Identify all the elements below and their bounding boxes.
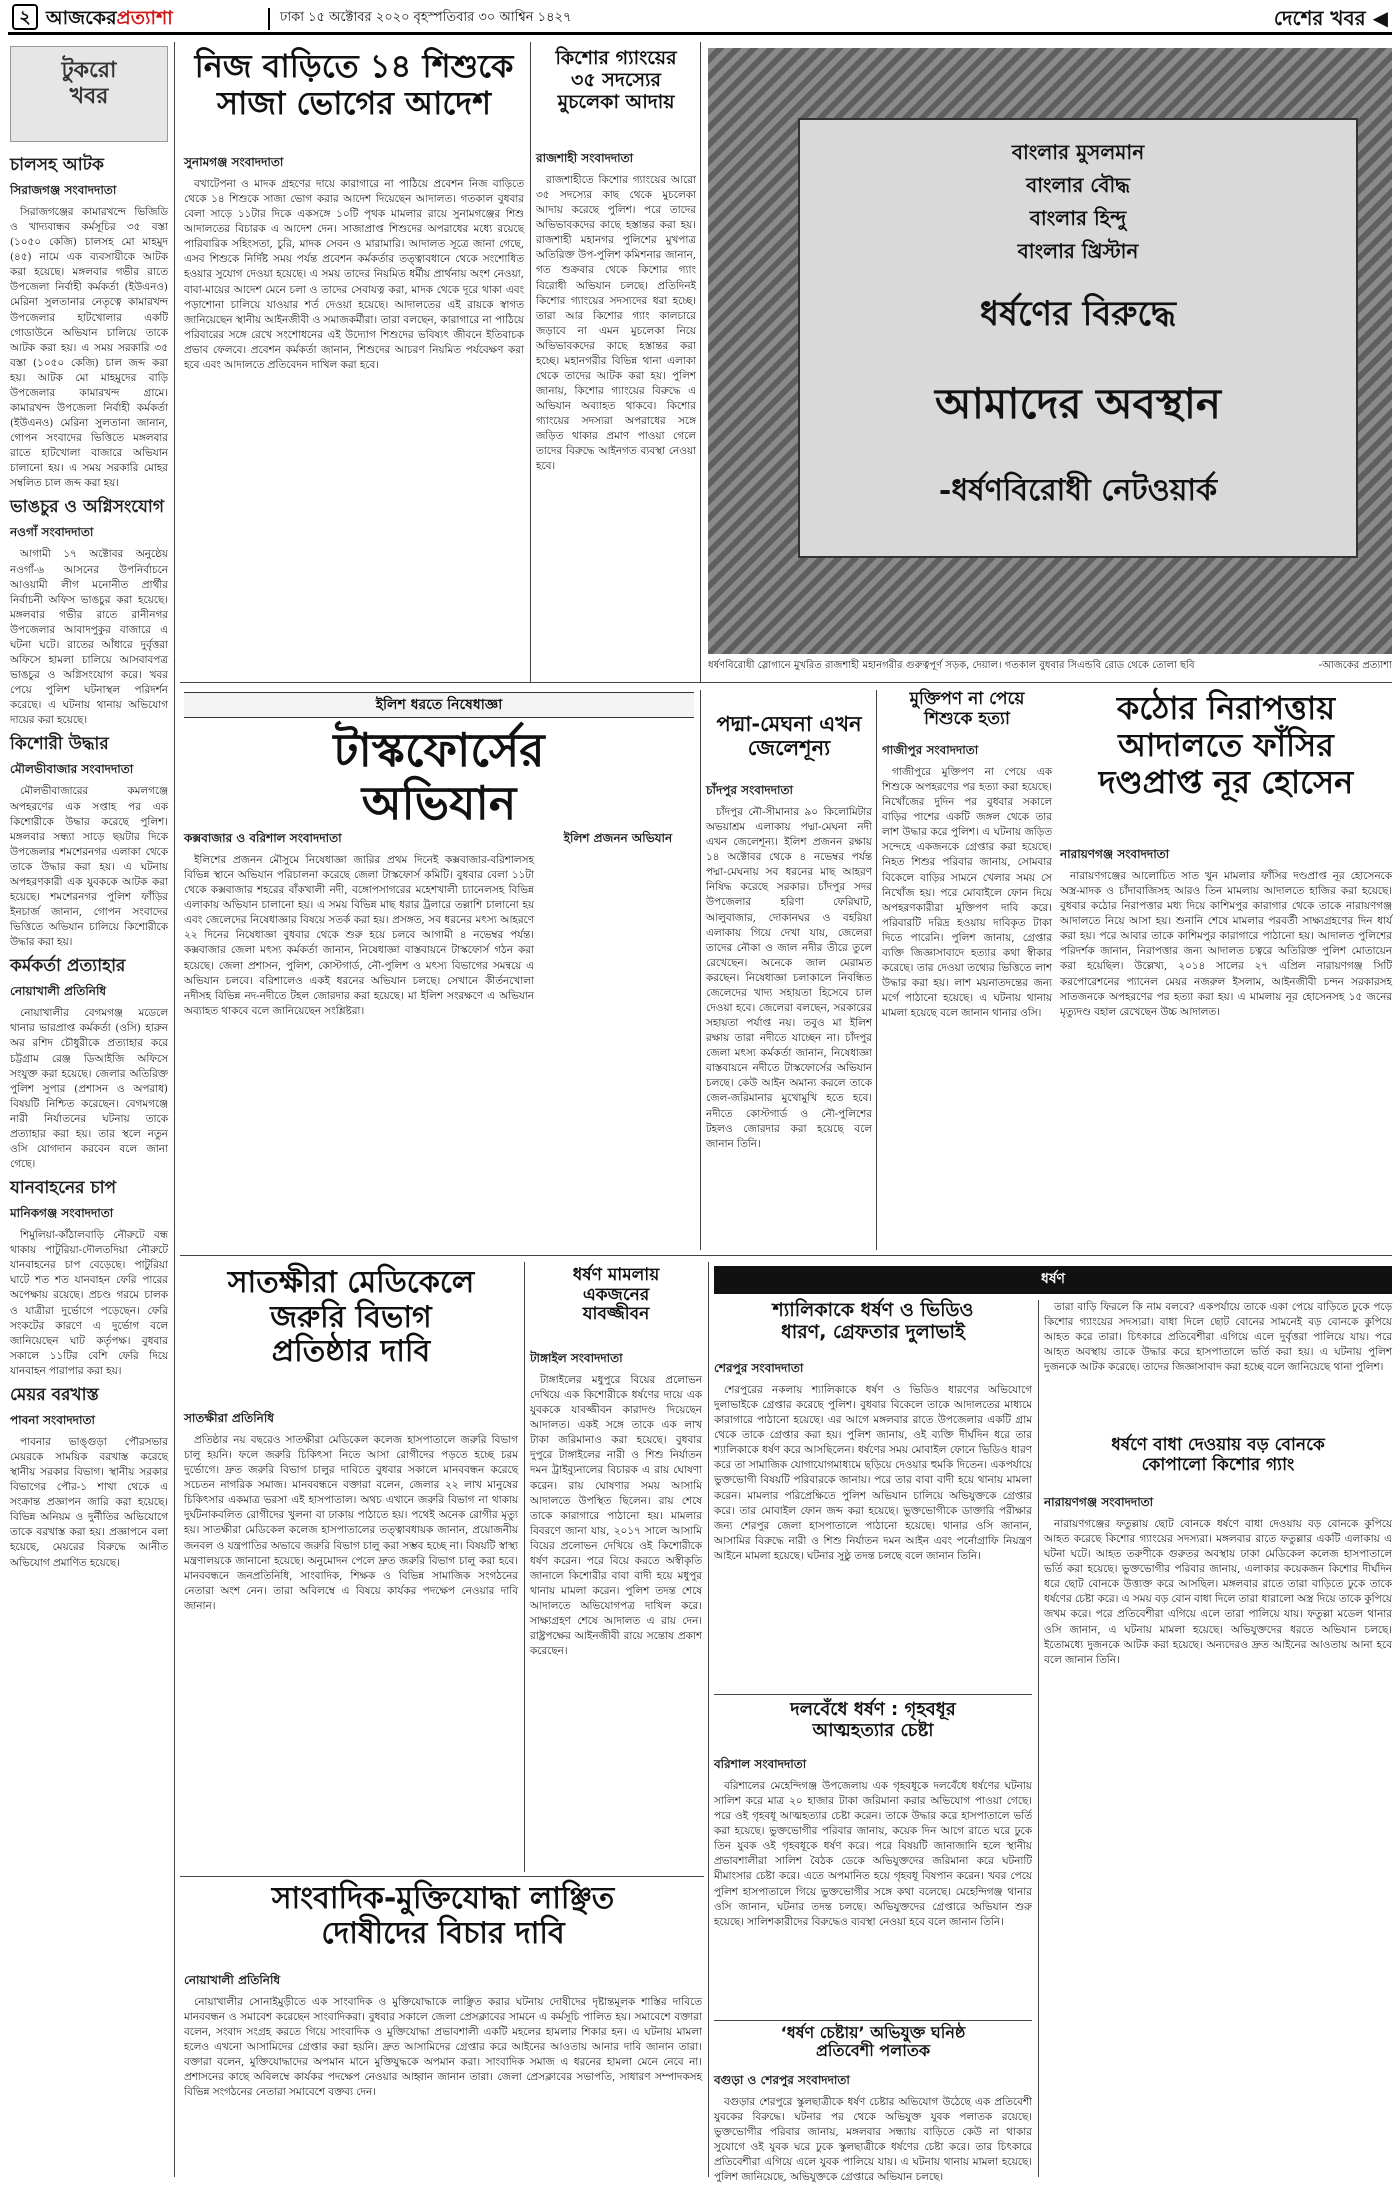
headline-line: সাংবাদিক-মুক্তিযোদ্ধা লাঞ্ছিত [271,1881,615,1916]
byline: সাতক্ষীরা প্রতিনিধি [184,1411,274,1425]
headline-line: শ্যালিকাকে ধর্ষণ ও ভিডিও [772,1299,974,1321]
headline-line: ‘ধর্ষণ চেষ্টায়’ অভিযুক্ত ঘনিষ্ঠ [780,2023,966,2042]
headline-satkhira-medical [184,1266,518,1406]
headline-line: টাস্কফোর্সের [333,723,545,777]
brief-item [10,731,168,950]
brief-byline: মৌলভীবাজার সংবাদদাতা [10,762,134,777]
brief-title: কর্মকর্তা প্রত্যাহার [10,956,126,977]
headline-line: পদ্মা-মেঘনা এখন [716,712,862,736]
brief-byline: নোয়াখালী প্রতিনিধি [10,984,107,999]
article-life-sentence [530,1350,702,1870]
byline: রাজশাহী সংবাদদাতা [536,151,634,165]
row-rule [180,1876,704,1877]
headline-line: সাজা ভোগের আদেশ [216,83,492,122]
brief-body: শিমুলিয়া-কাঁঠালবাড়ি নৌরুটে বন্ধ থাকায় পাটুরিয়া-দৌলতদিয়া নৌরুটে যানবাহনের চাপ বেড়েছে। পাটুরিয়া ঘাটে শত শত যানবাহন ফেরি পারের অপেক্ষায় রয়েছে। প্রচণ্ড গরমে চালক ও যাত্রীরা দুর্ভোগে পড়েছেন। ফেরি সংকটের কারণে এ দুর্ভোগ বলে জানিয়েছেন ঘাট কর্তৃপক্ষ। বুধবার সকালে ১১টির বেশি ফেরি দিয়ে যানবাহন পারাপার করা হয়। [10,1229,168,1377]
headline-line: মুক্তিপণ না পেয়ে [909,689,1025,709]
headline-line: ৩৫ সদস্যের [571,68,661,91]
sidebar-logo-line-1: টুকরো [61,57,117,83]
article-body: গাজীপুরে মুক্তিপণ না পেয়ে এক শিশুকে অপহরণের পর হত্যা করা হয়েছে। নিখোঁজের দুদিন পর বুধবার সকালে বাড়ির পাশের একটি জঙ্গল থেকে তার লাশ উদ্ধার করে পুলিশ। এ ঘটনায় জড়িত সন্দেহে একজনকে গ্রেপ্তার করা হয়েছে। নিহত শিশুর পরিবার জানায়, সোমবার বিকেলে বাড়ির সামনে খেলার সময় সে নিখোঁজ হয়। পরে মোবাইলে ফোন দিয়ে অপহরণকারীরা মুক্তিপণ দাবি করে। পরিবারটি দরিদ্র হওয়ায় দাবিকৃত টাকা দিতে পারেনি। পুলিশ জানায়, গ্রেপ্তার ব্যক্তি জিজ্ঞাসাবাদে হত্যার কথা স্বীকার করেছে। তার দেওয়া তথ্যের ভিত্তিতে লাশ উদ্ধার করা হয়। লাশ ময়নাতদন্তের জন্য মর্গে পাঠানো হয়েছে। এ ঘটনায় থানায় মামলা হয়েছে বলে জানান থানার ওসি। [882,766,1052,1020]
column-rule [876,690,877,1250]
byline: বগুড়া ও শেরপুর সংবাদদাতা [714,2073,850,2087]
headline-noor-hossain [1060,690,1392,840]
brief-body: আগামী ১৭ অক্টোবর অনুষ্ঠেয় নওগাঁ-৬ আসনের উপনির্বাচনে আওয়ামী লীগ মনোনীত প্রার্থীর নির্বাচনী অফিস ভাঙচুর করা হয়েছে। মঙ্গলবার গভীর রাতে রানীনগর উপজেলার আবাদপুকুর বাজারে এ ঘটনা ঘটে। রাতের আঁধারে দুর্বৃত্তরা অফিসে হামলা চালিয়ে আসবাবপত্র ভাঙচুর ও অগ্নিসংযোগ করে। খবর পেয়ে পুলিশ ঘটনাস্থল পরিদর্শন করেছে। এ ঘটনায় থানায় অভিযোগ দায়ের করা হয়েছে। [10,548,168,727]
byline: নারায়ণগঞ্জ সংবাদদাতা [1060,847,1170,861]
article-body: প্রতিষ্ঠার নয় বছরেও সাতক্ষীরা মেডিকেল কলেজ হাসপাতালে জরুরি বিভাগ চালু হয়নি। ফলে জরুরি চিকিৎসা নিতে আসা রোগীদের পড়তে হচ্ছে চরম দুর্ভোগে। দ্রুত জরুরি বিভাগ চালুর দাবিতে বুধবার সকালে মানববন্ধন করেছে সচেতন নাগরিক সমাজ। মানববন্ধনে বক্তারা বলেন, জেলার ২২ লাখ মানুষের চিকিৎসার একমাত্র ভরসা এই হাসপাতাল। অথচ এখানে জরুরি বিভাগ না থাকায় দুর্ঘটনাকবলিত রোগীদের খুলনা বা ঢাকায় পাঠাতে হয়। পথেই অনেক রোগীর মৃত্যু হয়। সাতক্ষীরা মেডিকেল কলেজ হাসপাতালের তত্ত্বাবধায়ক জানান, প্রয়োজনীয় জনবল ও যন্ত্রপাতির অভাবে জরুরি বিভাগ চালু করা সম্ভব হচ্ছে না। বিষয়টি স্বাস্থ্য মন্ত্রণালয়কে জানানো হয়েছে। অনুমোদন পেলে দ্রুত জরুরি বিভাগ চালু করা হবে। মানববন্ধনে জনপ্রতিনিধি, সাংবাদিক, শিক্ষক ও বিভিন্ন সামাজিক সংগঠনের নেতারা অংশ নেন। তারা অবিলম্বে এ বিষয়ে কার্যকর পদক্ষেপ নেওয়ার দাবি জানান। [184,1434,518,1612]
sidebar-logo-line-2: খবর [69,83,109,110]
wall-text: বাংলার মুসলমান [1011,140,1145,164]
headline-taskforce [184,723,694,830]
section-label: দেশের খবর [1273,6,1366,30]
column-rule [700,690,701,1250]
headline-padma [706,712,872,776]
headline-journalist [184,1882,702,1968]
headline-line: আদালতে ফাঁসির [1118,725,1334,764]
article-satkhira-medical [184,1410,518,1870]
headline-line: ধর্ষণে বাধা দেওয়ায় বড় বোনকে [1111,1435,1325,1455]
masthead [46,4,261,30]
brief-title: যানবাহনের চাপ [10,1178,117,1199]
article-gang-rape [714,1756,1032,2016]
byline: সুনামগঞ্জ সংবাদদাতা [184,155,284,169]
headline-line: একজনের [582,1284,650,1305]
brief-item [10,953,168,1172]
byline: কক্সবাজার ও বরিশাল সংবাদদাতা [184,831,342,845]
news-photo [708,48,1392,654]
headline-neighbour-absconding [714,2024,1032,2070]
headline-home-sentence [184,48,524,148]
headline-line: অভিযান [361,775,517,830]
headline-line: কঠোর নিরাপত্তায় [1116,689,1336,727]
headline-line: কোপালো কিশোর গ্যাং [1141,1454,1295,1475]
brief-title: চালসহ আটক [10,155,104,175]
brief-body: নোয়াখালীর বেগমগঞ্জ মডেলে থানার ভারপ্রাপ্ত কর্মকর্তা (ওসি) হারুন অর রশিদ চৌধুরীকে প্রত্যাহার করে চট্টগ্রাম রেঞ্জ ডিআইজি অফিসে সংযুক্ত করা হয়েছে। জেলার অতিরিক্ত পুলিশ সুপার (প্রশাসন ও অপরাধ) বিষয়টি নিশ্চিত করেছেন। বেগমগঞ্জে নারী নির্যাতনের ঘটনায় তাকে প্রত্যাহার করা হয়। তার স্থলে নতুন ওসি যোগদান করবেন বলে জানা গেছে। [10,1007,168,1171]
column-rule [700,42,701,682]
headline-line: ধারণ, গ্রেফতার দুলাভাই [781,1320,965,1343]
section-arrow-icon: ◀ [1372,6,1388,30]
article-padma [706,782,872,1250]
article-taskforce [184,830,534,1250]
article-gang [536,150,696,680]
brief-body: সিরাজগঞ্জের কামারখন্দে ভিজিডি ও খাদ্যবান্ধব কর্মসূচির ৩৫ বস্তা (১০৫০ কেজি) চালসহ মো মাহমুদ (৪৫) নামে এক ব্যবসায়ীকে আটক করা হয়েছে। মঙ্গলবার গভীর রাতে উপজেলা নির্বাহী কর্মকর্তা (ইউএনও) মেরিনা সুলতানার নেতৃত্বে কামারখন্দ উপজেলার হাটখোলার একটি গোডাউনে অভিযান চালিয়ে তাকে আটক করা হয়। এ সময় সরকারি ৩৫ বস্তা (১০৫০ কেজি) চাল জব্দ করা হয়। আটক মো মাহমুদের বাড়ি উপজেলার কামারখন্দ গ্রামে। কামারখন্দ উপজেলা নির্বাহী কর্মকর্তা (ইউএনও) মেরিনা সুলতানা জানান, গোপন সংবাদের ভিত্তিতে মঙ্গলবার রাতে হাটখোলা বাজারে অভিযান চালানো হয়। এ সময় সরকারি মোহর সম্বলিত চাল জব্দ করা হয়। [10,206,168,490]
headline-ransom [882,690,1052,738]
byline: টাঙ্গাইল সংবাদদাতা [530,1351,623,1365]
masthead-word-1: আজকের [46,7,117,29]
dateline: ঢাকা ১৫ অক্টোবর ২০২০ বৃহস্পতিবার ৩০ আশ্বিন ১৪২৭ [268,8,788,30]
subhead: ইলিশ প্রজনন অভিযান [563,831,673,845]
byline: নারায়ণগঞ্জ সংবাদদাতা [1044,1495,1154,1509]
wall-text: আমাদের অবস্থান [935,379,1221,428]
byline: বরিশাল সংবাদদাতা [714,1757,807,1771]
headline-gang [536,48,696,144]
sidebar [10,150,168,2175]
photo-credit: -আজকের প্রত্যাশা [1318,660,1392,671]
headline-gang-rape [714,1700,1032,1752]
headline-line: জেলেশূন্য [747,736,831,761]
article-body: বরিশালের মেহেন্দিগঞ্জ উপজেলায় এক গৃহবধূকে দলবেঁধে ধর্ষণের ঘটনায় সালিশ করে মাত্র ২০ হাজার টাকা জরিমানা করার অভিযোগ পাওয়া গেছে। পরে ওই গৃহবধূ আত্মহত্যার চেষ্টা করেন। তাকে উদ্ধার করে হাসপাতালে ভর্তি করা হয়েছে। ভুক্তভোগীর পরিবার জানায়, কয়েক দিন আগে রাতে ঘরে ঢুকে তিন যুবক ওই গৃহবধূকে ধর্ষণ করে। পরে বিষয়টি জানাজানি হলে স্থানীয় প্রভাবশালীরা সালিশ বৈঠক ডেকে অভিযুক্তদের জরিমানা করে ঘটনাটি মীমাংসার চেষ্টা করে। এতে অপমানিত হয়ে গৃহবধূ বিষপান করেন। খবর পেয়ে পুলিশ হাসপাতালে গিয়ে ভুক্তভোগীর সঙ্গে কথা বলেছে। মেহেন্দিগঞ্জ থানার ওসি জানান, ঘটনার তদন্ত চলছে। অভিযুক্তদের গ্রেপ্তারে অভিযান শুরু হয়েছে। সালিশকারীদের বিরুদ্ধেও ব্যবস্থা নেওয়া হবে বলে জানান তিনি। [714,1780,1032,1928]
column-rule [1038,1300,1039,2177]
headline-line: আত্মহত্যার চেষ্টা [812,1719,934,1741]
section-tag-hilsha: ইলিশ ধরতে নিষেধাজ্ঞা [184,692,694,718]
article-body: বগুড়ার শেরপুরে স্কুলছাত্রীকে ধর্ষণ চেষ্টার অভিযোগ উঠেছে এক প্রতিবেশী যুবকের বিরুদ্ধে। ঘটনার পর থেকে অভিযুক্ত যুবক পলাতক রয়েছে। ভুক্তভোগীর পরিবার জানায়, মঙ্গলবার সন্ধ্যায় বাড়িতে কেউ না থাকার সুযোগে ওই যুবক ঘরে ঢুকে স্কুলছাত্রীকে ধর্ষণের চেষ্টা করে। তার চিৎকারে প্রতিবেশীরা এগিয়ে এলে যুবক পালিয়ে যায়। এ ঘটনায় থানায় মামলা হয়েছে। পুলিশ জানিয়েছে, অভিযুক্তকে গ্রেপ্তারে অভিযান চলছে। [714,2096,1032,2184]
brief-item [10,494,168,728]
wall-text: বাংলার বৌদ্ধ [1026,173,1130,197]
brief-byline: মানিকগঞ্জ সংবাদদাতা [10,1206,114,1221]
article-body: নারায়ণগঞ্জের আলোচিত সাত খুন মামলার ফাঁসির দণ্ডপ্রাপ্ত নূর হোসেনকে অস্ত্র-মাদক ও চাঁদাবাজিসহ আরও তিন মামলায় আদালতে হাজির করা হয়েছে। বুধবার কঠোর নিরাপত্তার মধ্য দিয়ে কাশিমপুর কারাগার থেকে তাকে নারায়ণগঞ্জ আদালতে নিয়ে আসা হয়। শুনানি শেষে মামলার পরবর্তী সাক্ষ্যগ্রহণের দিন ধার্য করা হয়। পরে আবার তাকে কাশিমপুর কারাগারে পাঠানো হয়। আদালত পুলিশের পরিদর্শক জানান, নিরাপত্তার জন্য আদালত চত্বরে অতিরিক্ত পুলিশ মোতায়েন করা হয়েছিল। উল্লেখ্য, ২০১৪ সালের ২৭ এপ্রিল নারায়ণগঞ্জ সিটি করপোরেশনের প্যানেল মেয়র নজরুল ইসলাম, আইনজীবী চন্দন সরকারসহ সাতজনকে অপহরণের পর হত্যা করা হয়। এ মামলায় নূর হোসেনসহ ১৫ জনের মৃত্যুদণ্ড বহাল রেখেছেন উচ্চ আদালত। [1060,870,1392,1018]
page-number: ২ [12,4,38,30]
headline-line: যাবজ্জীবন [582,1304,650,1325]
brief-byline: পাবনা সংবাদদাতা [10,1412,95,1427]
headline-brother-in-law [714,1300,1032,1356]
article-body: টাঙ্গাইলের মধুপুরে বিয়ের প্রলোভন দেখিয়ে এক কিশোরীকে ধর্ষণের দায়ে এক যুবককে যাবজ্জীবন কারাদণ্ড দিয়েছেন আদালত। একই সঙ্গে তাকে এক লাখ টাকা জরিমানাও করা হয়েছে। বুধবার দুপুরে টাঙ্গাইলের নারী ও শিশু নির্যাতন দমন ট্রাইব্যুনালের বিচারক এ রায় ঘোষণা করেন। রায় ঘোষণার সময় আসামি আদালতে উপস্থিত ছিলেন। রায় শেষে তাকে কারাগারে পাঠানো হয়। মামলার বিবরণে জানা যায়, ২০১৭ সালে আসামি বিয়ের প্রলোভন দেখিয়ে ওই কিশোরীকে ধর্ষণ করেন। পরে বিয়ে করতে অস্বীকৃতি জানালে কিশোরীর বাবা বাদী হয়ে মধুপুর থানায় মামলা করেন। পুলিশ তদন্ত শেষে আদালতে অভিযোগপত্র দাখিল করে। সাক্ষ্যগ্রহণ শেষে আদালত এ রায় দেন। রাষ্ট্রপক্ষের আইনজীবী রায়ে সন্তোষ প্রকাশ করেছেন। [530,1374,702,1658]
article-noor-hossain [1060,846,1392,1250]
graffiti-wall [798,118,1358,558]
headline-sister-stabbed [1044,1436,1392,1490]
article-body: চাঁদপুর নৌ-সীমানার ৯০ কিলোমিটার অভয়াশ্রম এলাকায় পদ্মা-মেঘনা নদী এখন জেলেশূন্য। ইলিশ প্রজনন রক্ষায় ১৪ অক্টোবর থেকে ৪ নভেম্বর পর্যন্ত পদ্মা-মেঘনায় সব ধরনের মাছ আহরণ নিষিদ্ধ করেছে সরকার। চাঁদপুর সদর উপজেলার হরিণা ফেরিঘাট, আলুবাজার, দোকানঘর ও বহরিয়া এলাকায় গিয়ে দেখা যায়, জেলেরা তাদের নৌকা ও জাল নদীর তীরে তুলে রেখেছেন। অনেকে জাল মেরামত করছেন। নিষেধাজ্ঞা চলাকালে নিবন্ধিত জেলেদের খাদ্য সহায়তা হিসেবে চাল দেওয়া হবে। জেলেরা বলছেন, সরকারের সহায়তা পর্যাপ্ত নয়। তবুও মা ইলিশ রক্ষায় তারা নদীতে যাচ্ছেন না। চাঁদপুর জেলা মৎস্য কর্মকর্তা জানান, নিষেধাজ্ঞা বাস্তবায়নে নদীতে টাস্কফোর্সের অভিযান চলছে। কেউ আইন অমান্য করলে তাকে জেল-জরিমানার মুখোমুখি হতে হবে। নদীতে কোস্টগার্ড ও নৌ-পুলিশের টহলও জোরদার করা হয়েছে বলে জানান তিনি। [706,806,872,1150]
wall-text: বাংলার খ্রিস্টান [1017,239,1139,263]
column-rule [174,42,175,2177]
article-body: রাজশাহীতে কিশোর গ্যাংয়ের আরো ৩৫ সদস্যের কাছ থেকে মুচলেকা আদায় করেছে পুলিশ। পরে তাদের অভিভাবকদের কাছে হস্তান্তর করা হয়। রাজশাহী মহানগর পুলিশের মুখপাত্র অতিরিক্ত উপ-পুলিশ কমিশনার জানান, গত শুক্রবার থেকে কিশোর গ্যাং বিরোধী অভিযান চলছে। প্রতিদিনই কিশোর গ্যাংয়ের সদস্যদের ধরা হচ্ছে। তারা আর কিশোর গ্যাং কালচারে জড়াবে না এমন মুচলেকা নিয়ে অভিভাবকদের কাছে হস্তান্তর করা হচ্ছে। মহানগরীর বিভিন্ন থানা এলাকা থেকে তাদের আটক করা হয়। পুলিশ জানায়, কিশোর গ্যাংয়ের বিরুদ্ধে এ অভিযান অব্যাহত থাকবে। কিশোর গ্যাংয়ের সদস্যরা অপরাধের সঙ্গে জড়িত থাকার প্রমাণ পাওয়া গেলে তাদের বিরুদ্ধে আইনগত ব্যবস্থা নেওয়া হবে। [536,174,696,473]
brief-title: মেয়র বরখাস্ত [10,1384,99,1405]
brief-item [10,152,168,491]
column-rule [524,1262,525,1872]
wall-text: বাংলার হিন্দু [1029,206,1127,230]
article-body: নোয়াখালীর সোনাইমুড়ীতে এক সাংবাদিক ও মুক্তিযোদ্ধাকে লাঞ্ছিত করার ঘটনায় দোষীদের দৃষ্টান্তমূলক শাস্তির দাবিতে মানববন্ধন ও সমাবেশ করেছেন সাংবাদিকরা। বুধবার সকালে জেলা প্রেসক্লাবের সামনে এ কর্মসূচি পালিত হয়। সমাবেশে বক্তারা বলেন, সংবাদ সংগ্রহ করতে গিয়ে সাংবাদিক ও মুক্তিযোদ্ধা প্রভাবশালী একটি মহলের হামলার শিকার হন। এ ঘটনায় মামলা হলেও এখনো আসামিদের গ্রেপ্তার করা হয়নি। দ্রুত আসামিদের গ্রেপ্তার করে আইনের আওতায় আনার দাবি জানান তারা। বক্তারা বলেন, মুক্তিযোদ্ধাদের অপমান মানে মুক্তিযুদ্ধকে অপমান করা। সাংবাদিক সমাজ এ ধরনের হামলা মেনে নেবে না। প্রশাসনের কাছে অবিলম্বে কার্যকর পদক্ষেপ নেওয়ার আহ্বান জানান তারা। জেলা প্রেসক্লাবের সভাপতি, সাধারণ সম্পাদকসহ বিভিন্ন সংগঠনের নেতারা সমাবেশে বক্তব্য দেন। [184,1996,702,2099]
brief-title: কিশোরী উদ্ধার [10,734,109,755]
headline-line: প্রতিষ্ঠার দাবি [271,1334,431,1369]
column-rule [530,42,531,682]
article-body: ইলিশের প্রজনন মৌসুমে নিষেধাজ্ঞা জারির প্রথম দিনেই কক্সবাজার-বরিশালসহ বিভিন্ন স্থানে অভিযান পরিচালনা করেছে জেলা টাস্কফোর্স কমিটি। বুধবার বেলা ১১টা থেকে কক্সবাজার শহরের বাঁকখালী নদী, বঙ্গোপসাগরের মহেশখালী চ্যানেলসহ বিভিন্ন এলাকায় অভিযান চালানো হয়। এ সময় বিভিন্ন মাছ ধরার ট্রলারে তল্লাশি চালানো হয় এবং জেলেদের নিষেধাজ্ঞার বিষয়ে সতর্ক করা হয়। প্রসঙ্গত, সব ধরনের মৎস্য আহরণে ২২ দিনের নিষেধাজ্ঞা বুধবার থেকে শুরু হয়ে চলবে আগামী ৪ নভেম্বর পর্যন্ত। কক্সবাজার জেলা মৎস্য কর্মকর্তা জানান, নিষেধাজ্ঞা বাস্তবায়নে টাস্কফোর্স গঠন করা হয়েছে। জেলা প্রশাসন, পুলিশ, কোস্টগার্ড, নৌ-পুলিশ ও মৎস্য বিভাগের সমন্বয়ে এ অভিযান চলবে। বরিশালেও একই ধরনের অভিযান চলছে। সেখানে কীর্তনখোলা নদীসহ বিভিন্ন নদ-নদীতে টহল জোরদার করা হয়েছে। মা ইলিশ সংরক্ষণে এ অভিযান অব্যাহত থাকবে বলে জানিয়েছেন সংশ্লিষ্টরা। [184,854,534,1017]
article-body: তারা বাড়ি ফিরলে কি নাম বলবে? একপর্যায়ে তাকে একা পেয়ে বাড়িতে ঢুকে পড়ে কিশোর গ্যাংয়ের সদস্যরা। বাধা দিলে ছোট বোনের সামনেই বড় বোনকে কুপিয়ে আহত করে তারা। চিৎকারে প্রতিবেশীরা এগিয়ে এলে দুর্বৃত্তরা পালিয়ে যায়। পরে আহত অবস্থায় তাকে উদ্ধার করে হাসপাতালে ভর্তি করা হয়। এ ঘটনায় পুলিশ দুজনকে আটক করেছে। তাদের জিজ্ঞাসাবাদ করা হচ্ছে বলে জানিয়েছে থানা পুলিশ। [1044,1301,1392,1374]
headline-line: দোষীদের বিচার দাবি [321,1915,565,1951]
headline-line: প্রতিবেশী পলাতক [815,2041,931,2061]
byline: চাঁদপুর সংবাদদাতা [706,783,794,797]
brief-body: মৌলভীবাজারের কমলগঞ্জে অপহরণের এক সপ্তাহ পর এক কিশোরীকে উদ্ধার করেছে পুলিশ। মঙ্গলবার সন্ধ্যা সাড়ে ছয়টার দিকে উপজেলার শমশেরনগর এলাকা থেকে তাকে উদ্ধার করা হয়। এ ঘটনায় অপহরণকারী এক যুবককে আটক করা হয়েছে। শমশেরনগর পুলিশ ফাঁড়ির ইনচার্জ জানান, গোপন সংবাদের ভিত্তিতে অভিযান চালিয়ে কিশোরীকে উদ্ধার করা হয়। [10,785,168,949]
article-brother-in-law [714,1360,1032,1690]
article-home-sentence [184,154,524,680]
brief-byline: নওগাঁ সংবাদদাতা [10,525,94,540]
sidebar-logo [10,46,168,142]
section-bar-rape: ধর্ষণ [714,1266,1392,1294]
article-ransom [882,742,1052,1250]
headline-line: সাতক্ষীরা মেডিকেলে [227,1265,475,1300]
brief-item [10,1382,168,1571]
headline-line: নিজ বাড়িতে ১৪ শিশুকে [194,47,514,85]
article-journalist [184,1972,702,2176]
column-rule [708,1262,709,2177]
section-title [1218,4,1388,30]
brief-title: ভাঙচুর ও অগ্নিসংযোগ [10,497,164,518]
byline: নোয়াখালী প্রতিনিধি [184,1973,281,1987]
wall-text: -ধর্ষণবিরোধী নেটওয়ার্ক [938,473,1218,508]
article-sister-stabbed [1044,1494,1392,2174]
brief-body: পাবনার ভাঙ্গুড়া পৌরসভার মেয়রকে সাময়িক বরখাস্ত করেছে স্থানীয় সরকার বিভাগ। স্থানীয় সরকার বিভাগের পৌর-১ শাখা থেকে এ সংক্রান্ত প্রজ্ঞাপন জারি করা হয়েছে। বিভিন্ন অনিয়ম ও দুর্নীতির অভিযোগে তাকে বরখাস্ত করা হয়। প্রজ্ঞাপনে বলা হয়েছে, মেয়রের বিরুদ্ধে আনীত অভিযোগ প্রমাণিত হয়েছে। [10,1435,168,1569]
row-rule [180,1255,1392,1256]
headline-line: ধর্ষণ মামলায় [572,1265,660,1285]
headline-line: শিশুকে হত্যা [924,708,1010,729]
headline-line: দণ্ডপ্রাপ্ত নূর হোসেন [1098,762,1354,801]
brief-item [10,1175,168,1379]
brief-byline: সিরাজগঞ্জ সংবাদদাতা [10,183,117,197]
headline-line: মুচলেকা আদায় [557,90,675,113]
article-body: বখাটেপনা ও মাদক গ্রহণের দায়ে কারাগারে না পাঠিয়ে প্রবেশন নিজ বাড়িতে থেকে ১৪ শিশুকে সাজা ভোগ করার আদেশ দিয়েছেন আদালত। গতকাল বুধবার বেলা সাড়ে ১১টার দিকে একসঙ্গে ১০টি পৃথক মামলার রায়ে সুনামগঞ্জের শিশু আদালতের বিচারক এ আদেশ দেন। সাজাপ্রাপ্ত শিশুদের অপরাধের মধ্যে রয়েছে পারিবারিক সহিংসতা, চুরি, মাদক সেবন ও মারামারি। আদালত সূত্রে জানা গেছে, এসব শিশুকে নির্দিষ্ট সময় পর্যন্ত প্রবেশন কর্মকর্তার তত্ত্বাবধানে থেকে সংশোধিত হওয়ার সুযোগ দেওয়া হয়েছে। এ সময় তাদের নিয়মিত ধর্মীয় প্রার্থনায় অংশ নেওয়া, বাবা-মায়ের আদেশ মেনে চলা ও তাদের সেবাযত্ন করা, মাদক থেকে দূরে থাকা এবং পড়াশোনা চালিয়ে যাওয়ার শর্ত দেওয়া হয়েছে। আদালতের এই রায়কে স্বাগত জানিয়েছেন স্থানীয় আইনজীবী ও সমাজকর্মীরা। তারা বলছেন, কারাগারে না পাঠিয়ে পরিবারের সঙ্গে রেখে সংশোধনের এই উদ্যোগ শিশুদের ভবিষ্যৎ জীবনে ইতিবাচক প্রভাব ফেলবে। প্রবেশন কর্মকর্তা জানান, শিশুদের আচরণ নিয়মিত পর্যবেক্ষণ করা হবে এবং আদালতে প্রতিবেদন দাখিল করা হবে। [184,178,524,371]
row-rule [714,2020,1032,2021]
article-neighbour-absconding [714,2072,1032,2184]
photo-caption: ধর্ষণবিরোধী স্লোগানে মুখরিত রাজশাহী মহানগরীর গুরুত্বপূর্ণ সড়ক, দেয়াল। গতকাল বুধবার সিএন্ডবি রোড থেকে তোলা ছবি [708,660,1195,671]
article-sister-top [1044,1300,1392,1430]
header-rule [8,32,1392,35]
headline-line: কিশোর গ্যাংয়ের [555,47,677,69]
headline-line: দলবেঁধে ধর্ষণ : গৃহবধূর [790,1699,956,1720]
article-taskforce-aside [540,830,696,1250]
headline-line: জরুরি বিভাগ [270,1299,432,1335]
wall-text: ধর্ষণের বিরুদ্ধে [980,294,1176,334]
headline-life-sentence [530,1266,702,1346]
article-body: শেরপুরের নকলায় শ্যালিকাকে ধর্ষণ ও ভিডিও ধারণের অভিযোগে দুলাভাইকে গ্রেপ্তার করেছে পুলিশ। বুধবার বিকেলে তাকে আদালতের মাধ্যমে কারাগারে পাঠানো হয়েছে। এর আগে মঙ্গলবার রাতে উপজেলার একটি গ্রাম থেকে তাকে গ্রেপ্তার করা হয়। পুলিশ জানায়, ওই ব্যক্তি দীর্ঘদিন ধরে তার শ্যালিকাকে ধর্ষণ করে আসছিলেন। ধর্ষণের সময় মোবাইল ফোনে ভিডিও ধারণ করে তা সামাজিক যোগাযোগমাধ্যমে ছড়িয়ে দেওয়ার হুমকি দিতেন। একপর্যায়ে ভুক্তভোগী বিষয়টি পরিবারকে জানায়। পরে তার বাবা বাদী হয়ে থানায় মামলা করেন। মামলার পরিপ্রেক্ষিতে পুলিশ অভিযান চালিয়ে অভিযুক্তকে গ্রেপ্তার করে। তার মোবাইল ফোন জব্দ করা হয়েছে। ভুক্তভোগীকে ডাক্তারি পরীক্ষার জন্য শেরপুর জেলা হাসপাতালে পাঠানো হয়েছে। থানার ওসি জানান, আসামির বিরুদ্ধে নারী ও শিশু নির্যাতন দমন আইন এবং পর্নোগ্রাফি নিয়ন্ত্রণ আইনে মামলা হয়েছে। ঘটনার সুষ্ঠু তদন্ত চলছে বলে জানান তিনি। [714,1384,1032,1562]
byline: গাজীপুর সংবাদদাতা [882,743,979,757]
article-body: নারায়ণগঞ্জের ফতুল্লায় ছোট বোনকে ধর্ষণে বাধা দেওয়ায় বড় বোনকে কুপিয়ে আহত করেছে কিশোর গ্যাংয়ের সদস্যরা। মঙ্গলবার রাতে ফতুল্লার একটি এলাকায় এ ঘটনা ঘটে। আহত তরুণীকে গুরুতর অবস্থায় ঢাকা মেডিকেল কলেজ হাসপাতালে ভর্তি করা হয়েছে। ভুক্তভোগীর পরিবার জানায়, এলাকার কয়েকজন কিশোর দীর্ঘদিন ধরে ছোট বোনকে উত্ত্যক্ত করে আসছিল। মঙ্গলবার রাতে তারা বাড়িতে ঢুকে তাকে ধর্ষণের চেষ্টা করে। এ সময় বড় বোন বাধা দিলে তারা ধারালো অস্ত্র দিয়ে তাকে কুপিয়ে জখম করে। পরে প্রতিবেশীরা এগিয়ে এলে তারা পালিয়ে যায়। ফতুল্লা মডেল থানার ওসি জানান, এ ঘটনায় মামলা হয়েছে। অভিযুক্তদের ধরতে অভিযান চলছে। ইতোমধ্যে দুজনকে আটক করা হয়েছে। অন্যদেরও দ্রুত আইনের আওতায় আনা হবে বলে জানান তিনি। [1044,1518,1392,1666]
masthead-word-2: প্রত্যাশা [116,7,173,29]
row-rule [180,682,1392,683]
byline: শেরপুর সংবাদদাতা [714,1361,804,1375]
row-rule [714,1694,1032,1695]
